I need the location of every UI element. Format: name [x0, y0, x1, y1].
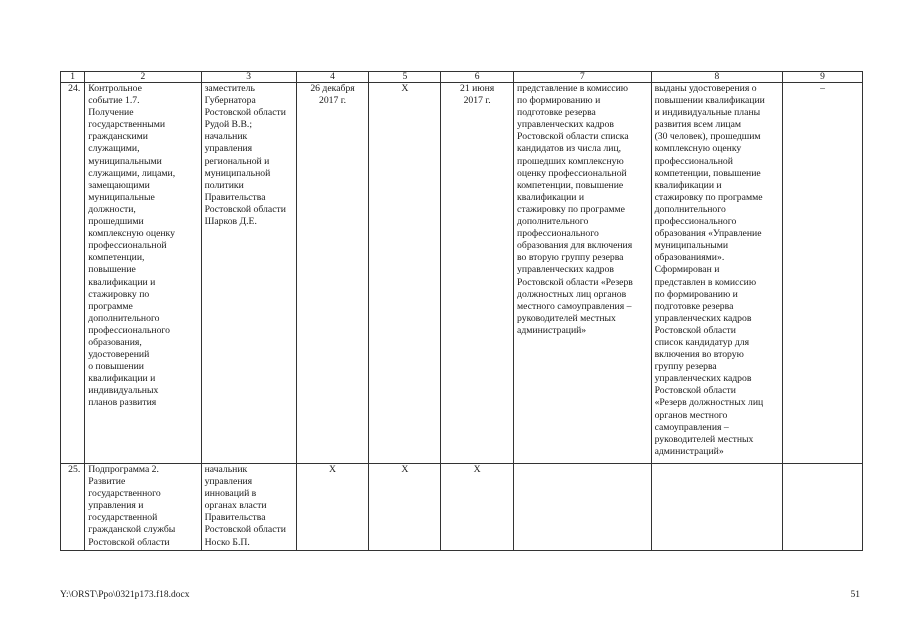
- table-row: [61, 83, 863, 464]
- header-cell: 8: [651, 72, 782, 83]
- planned-result-cell: представление в комиссию по формированию и подготовке резерва управленческих кадров Ростовской области списка кандидатов из числа лиц, прошедших комплексную оценку профессиональной компетенции, повышение квалификации и стажировку по программе дополнительного профессионального образования для включения во вторую группу резерва управленческих кадров Ростовской области «Резерв должностных лиц органов местного самоуправления – руководителей местных администраций»: [514, 83, 652, 464]
- event-name-cell: Подпрограмма 2. Развитие государственного управления и государственной гражданской службы Ростовской области: [85, 464, 201, 551]
- header-cell: 5: [369, 72, 441, 83]
- footer-page-number: 51: [850, 590, 860, 600]
- header-cell: 2: [85, 72, 201, 83]
- header-cell: 4: [296, 72, 369, 83]
- event-name-cell: Контрольное событие 1.7. Получение государственными гражданскими служащими, муниципальными служащими, лицами, замещающими муниципальные должности, прошедшими комплексную оценку профессиональной компетенции, повышение квалификации и стажировку по программе дополнительного профессионального образования, удостоверений о повышении квалификации и индивидуальных планов развития: [85, 83, 201, 464]
- header-cell: 1: [61, 72, 85, 83]
- planned-date-cell: 26 декабря 2017 г.: [296, 83, 369, 464]
- column-5-cell: X: [369, 464, 441, 551]
- header-cell: 6: [441, 72, 514, 83]
- column-9-cell: –: [783, 83, 863, 464]
- planned-date-cell: X: [296, 464, 369, 551]
- actual-date-cell: X: [441, 464, 514, 551]
- header-cell: 7: [514, 72, 652, 83]
- header-cell: 9: [783, 72, 863, 83]
- header-cell: 3: [201, 72, 296, 83]
- table-header-row: [61, 72, 863, 83]
- column-5-cell: X: [369, 83, 441, 464]
- actual-date-cell: 21 июня 2017 г.: [441, 83, 514, 464]
- actual-result-cell: выданы удостоверения о повышении квалификации и индивидуальные планы развития всем лицам (30 человек), прошедшим комплексную оценку профессиональной компетенции, повышение квалификации и стажировку по программе дополнительного профессионального образования «Управление муниципальными образованиями». Сформирован и представлен в комиссию по формированию и подготовке резерва управленческих кадров Ростовской области список кандидатур для включения во вторую группу резерва управленческих кадров Ростовской области «Резерв должностных лиц органов местного самоуправления – руководителей местных администраций»: [651, 83, 782, 464]
- responsible-cell: заместитель Губернатора Ростовской области Рудой В.В.; начальник управления региональной и муниципальной политики Правительства Ростовской области Шарков Д.Е.: [201, 83, 296, 464]
- column-9-cell: [783, 464, 863, 551]
- planned-result-cell: [514, 464, 652, 551]
- data-table: [60, 71, 863, 551]
- row-number: 25.: [61, 464, 85, 551]
- row-number: 24.: [61, 83, 85, 464]
- actual-result-cell: [651, 464, 782, 551]
- table-row: [61, 464, 863, 551]
- responsible-cell: начальник управления инноваций в органах власти Правительства Ростовской области Носко Б.П.: [201, 464, 296, 551]
- footer-file-path: Y:\ORST\Ppo\0321p173.f18.docx: [60, 590, 190, 600]
